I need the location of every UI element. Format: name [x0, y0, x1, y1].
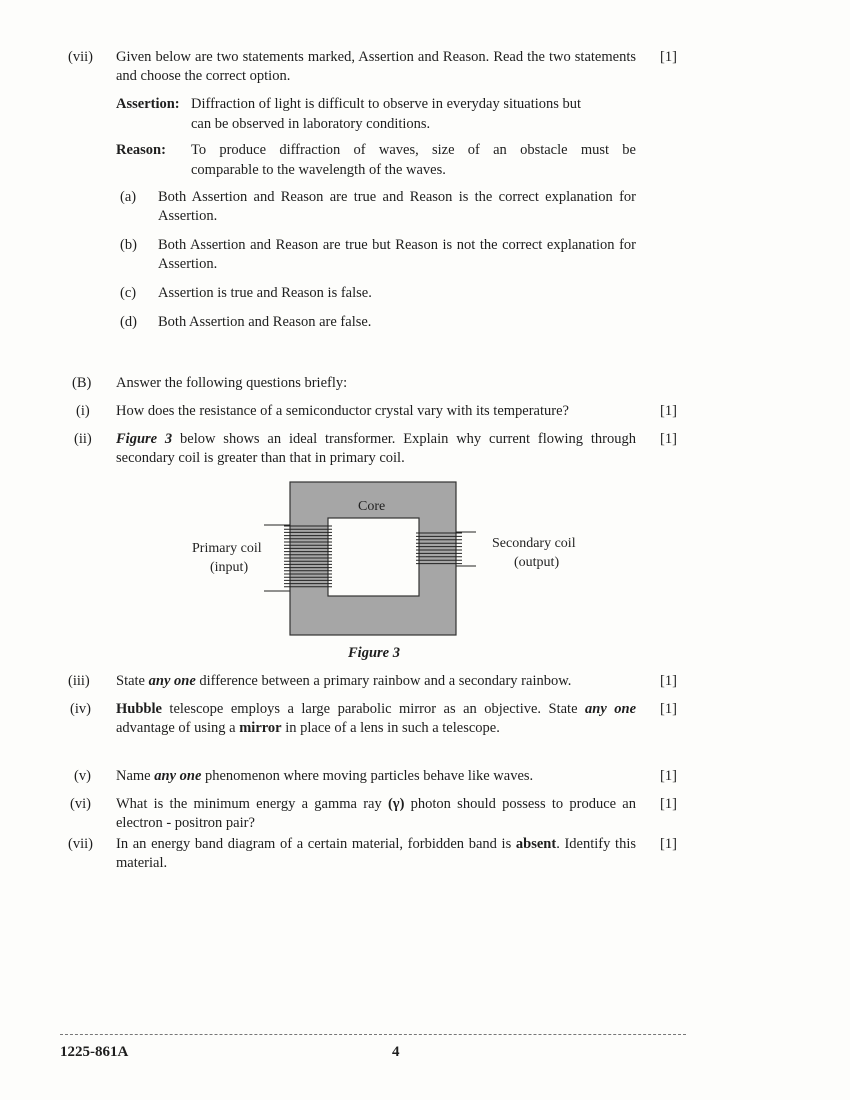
- option-label: (b): [120, 237, 137, 253]
- marks: [1]: [660, 403, 677, 419]
- marks: [1]: [660, 673, 677, 689]
- footer-divider: [60, 1034, 686, 1035]
- assertion-label: Assertion:: [116, 96, 180, 112]
- paper-code: 1225-861A: [60, 1044, 129, 1060]
- section-number: (B): [72, 375, 92, 391]
- secondary-coil-sublabel: (output): [514, 555, 560, 570]
- question-number: (vii): [68, 49, 93, 65]
- page-number: 4: [392, 1044, 400, 1060]
- question-text: Given below are two statements marked, Assertion and Reason. Read the two statements and choose the correct option.: [116, 49, 636, 84]
- question-number: (vii): [68, 836, 93, 852]
- marks: [1]: [660, 701, 677, 717]
- question-text: In an energy band diagram of a certain material, forbidden band is absent. Identify this material.: [116, 836, 636, 871]
- option-label: (c): [120, 285, 137, 301]
- core-window: [328, 518, 419, 596]
- question-text: Figure 3 below shows an ideal transformer. Explain why current flowing through secondary coil is greater than that in primary coil.: [116, 431, 636, 466]
- primary-coil-label: Primary coil: [192, 541, 262, 556]
- core-label: Core: [358, 499, 386, 514]
- reason-label: Reason:: [116, 142, 166, 158]
- question-text: Hubble telescope employs a large parabolic mirror as an objective. State any one advantage of using a mirror in place of a lens in such a telescope.: [116, 701, 636, 736]
- reason-text-line2: comparable to the wavelength of the waves.: [191, 162, 446, 178]
- primary-coil-sublabel: (input): [210, 560, 249, 575]
- assertion-text-line2: can be observed in laboratory conditions.: [191, 116, 431, 132]
- question-text: How does the resistance of a semiconductor crystal vary with its temperature?: [116, 403, 569, 419]
- question-number: (iv): [70, 701, 91, 717]
- secondary-coil-label: Secondary coil: [492, 536, 576, 551]
- marks: [1]: [660, 768, 677, 784]
- question-number: (i): [76, 403, 90, 419]
- reason-text-line1: To produce diffraction of waves, size of an obstacle must be: [191, 142, 636, 158]
- option-text: Both Assertion and Reason are false.: [158, 314, 372, 330]
- marks: [1]: [660, 431, 677, 447]
- option-label: (d): [120, 314, 137, 330]
- marks: [1]: [660, 49, 677, 65]
- question-number: (iii): [68, 673, 90, 689]
- question-number: (ii): [74, 431, 92, 447]
- transformer-diagram: [180, 478, 620, 643]
- figure-reference: Figure 3: [116, 431, 173, 447]
- option-text: Both Assertion and Reason are true but Reason is not the correct explanation for Assertion.: [158, 237, 636, 272]
- option-label: (a): [120, 189, 137, 205]
- question-text: State any one difference between a primary rainbow and a secondary rainbow.: [116, 673, 572, 689]
- option-text: Both Assertion and Reason are true and Reason is the correct explanation for Assertion.: [158, 189, 636, 224]
- section-title: Answer the following questions briefly:: [116, 375, 348, 391]
- assertion-text-line1: Diffraction of light is difficult to observe in everyday situations but: [191, 96, 582, 112]
- question-number: (vi): [70, 796, 91, 812]
- question-text: What is the minimum energy a gamma ray (γ) photon should possess to produce an electron - positron pair?: [116, 796, 636, 831]
- question-number: (v): [74, 768, 91, 784]
- marks: [1]: [660, 836, 677, 852]
- option-text: Assertion is true and Reason is false.: [158, 285, 372, 301]
- marks: [1]: [660, 796, 677, 812]
- question-text: Name any one phenomenon where moving particles behave like waves.: [116, 768, 534, 784]
- figure-caption: Figure 3: [348, 645, 400, 661]
